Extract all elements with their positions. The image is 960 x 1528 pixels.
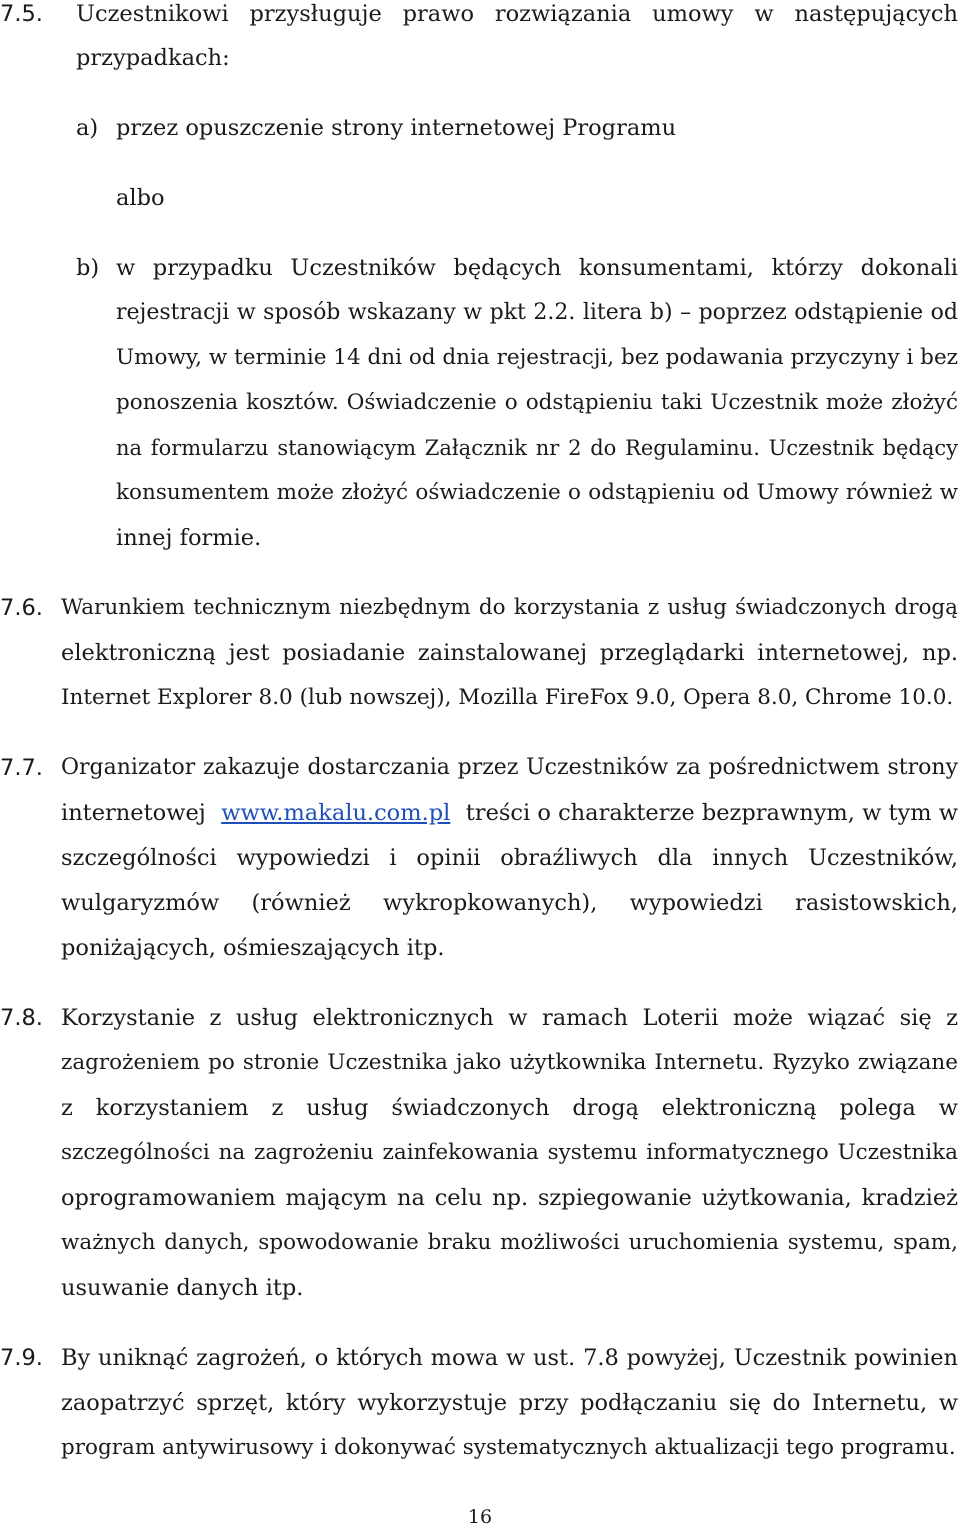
section-7-8-line: z korzystaniem z usług świadczonych drogą elektroniczną polega w xyxy=(61,1095,958,1121)
page-number: 16 xyxy=(467,1506,493,1528)
section-7-7-text: treści o charakterze bezprawnym, w tym w xyxy=(465,800,958,826)
section-7-7-line: Organizator zakazuje dostarczania przez Uczestników za pośrednictwem strony xyxy=(61,755,958,780)
list-item-b-line: konsumentem może złożyć oświadczenie o odstąpieniu od Umowy również w xyxy=(116,480,958,505)
section-7-5-number: 7.5. xyxy=(0,1,43,27)
section-7-9-number: 7.9. xyxy=(0,1345,43,1371)
section-7-7-line: wulgaryzmów (również wykropkowanych), wypowiedzi rasistowskich, xyxy=(61,890,958,916)
website-link[interactable]: www.makalu.com.pl xyxy=(221,800,451,826)
section-7-6-line: Internet Explorer 8.0 (lub nowszej), Mozilla FireFox 9.0, Opera 8.0, Chrome 10.0. xyxy=(61,685,954,710)
section-7-8-line: ważnych danych, spowodowanie braku możliwości uruchomienia systemu, spam, xyxy=(61,1230,958,1255)
section-7-6-line: elektroniczną jest posiadanie zainstalowanej przeglądarki internetowej, np. xyxy=(61,640,958,666)
section-7-5-line: Uczestnikowi przysługuje prawo rozwiązania umowy w następujących xyxy=(76,1,958,27)
section-7-9-line: zaopatrzyć sprzęt, który wykorzystuje przy podłączaniu się do Internetu, w xyxy=(61,1390,958,1416)
list-marker-b: b) xyxy=(76,255,100,281)
list-item-b-line: Umowy, w terminie 14 dni od dnia rejestracji, bez podawania przyczyny i bez xyxy=(116,345,958,370)
list-item-b-line: rejestracji w sposób wskazany w pkt 2.2. litera b) – poprzez odstąpienie od xyxy=(116,300,958,325)
list-marker-a: a) xyxy=(76,115,99,141)
list-item-b-line: ponoszenia kosztów. Oświadczenie o odstąpieniu taki Uczestnik może złożyć xyxy=(116,390,958,415)
connector-albo: albo xyxy=(116,185,165,211)
section-7-6-line: Warunkiem technicznym niezbędnym do korzystania z usług świadczonych drogą xyxy=(61,595,958,620)
section-7-8-number: 7.8. xyxy=(0,1005,43,1031)
section-7-5-line: przypadkach: xyxy=(76,45,230,71)
list-item-b-line: innej formie. xyxy=(116,525,262,551)
section-7-7-line: szczególności wypowiedzi i opinii obraźliwych dla innych Uczestników, xyxy=(61,845,958,871)
section-7-8-line: zagrożeniem po stronie Uczestnika jako użytkownika Internetu. Ryzyko związane xyxy=(61,1050,958,1075)
section-7-8-line: szczególności na zagrożeniu zainfekowania systemu informatycznego Uczestnika xyxy=(61,1140,958,1165)
section-7-9-line: By uniknąć zagrożeń, o których mowa w ust. 7.8 powyżej, Uczestnik powinien xyxy=(61,1345,958,1371)
section-7-7-number: 7.7. xyxy=(0,755,43,781)
section-7-7-text: internetowej xyxy=(61,800,206,826)
section-7-7-line: poniżających, ośmieszających itp. xyxy=(61,935,445,961)
list-item-a: przez opuszczenie strony internetowej Programu xyxy=(116,115,677,141)
section-7-8-line: oprogramowaniem mającym na celu np. szpiegowanie użytkowania, kradzież xyxy=(61,1185,958,1211)
section-7-8-line: usuwanie danych itp. xyxy=(61,1275,304,1301)
section-7-8-line: Korzystanie z usług elektronicznych w ramach Loterii może wiązać się z xyxy=(61,1005,958,1031)
list-item-b-line: na formularzu stanowiącym Załącznik nr 2 do Regulaminu. Uczestnik będący xyxy=(116,436,958,460)
section-7-6-number: 7.6. xyxy=(0,595,43,621)
section-7-9-line: program antywirusowy i dokonywać systematycznych aktualizacji tego programu. xyxy=(61,1435,956,1460)
list-item-b-line: w przypadku Uczestników będących konsumentami, którzy dokonali xyxy=(116,255,958,281)
section-7-7-line xyxy=(61,799,958,827)
